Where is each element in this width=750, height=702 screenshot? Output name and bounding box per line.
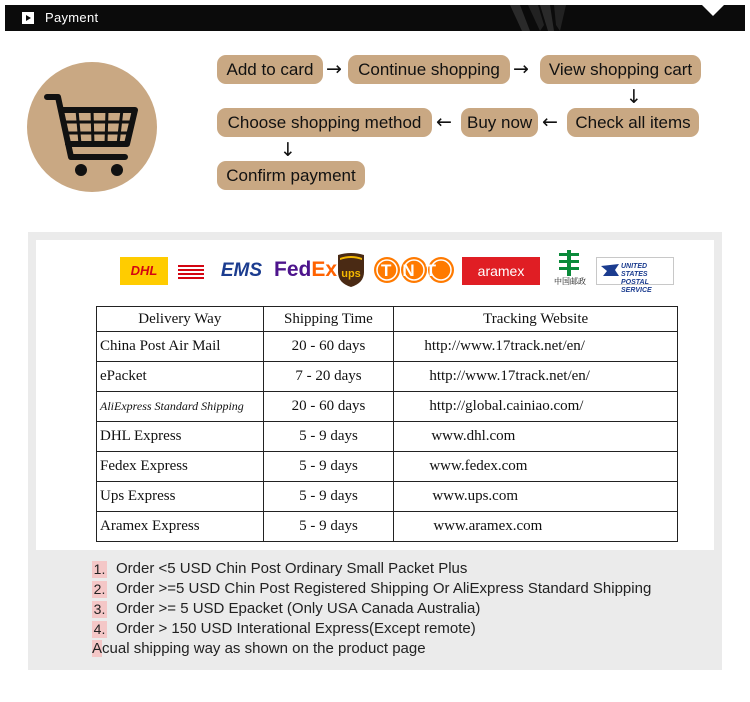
ups-text: ups — [341, 268, 361, 280]
note-text: Order >=5 USD Chin Post Registered Shipping Or AliExpress Standard Shipping — [116, 580, 652, 597]
dhl-logo: DHL — [120, 257, 168, 285]
list-item — [92, 559, 651, 579]
shipping-notes — [92, 559, 651, 659]
note-text: Order <5 USD Chin Post Ordinary Small Packet Plus — [116, 560, 468, 577]
arrow-left-icon: ← — [436, 111, 452, 133]
ems-text: EMS — [220, 260, 262, 281]
arrow-left-icon: ← — [542, 111, 558, 133]
step-add-to-card: Add to card — [217, 55, 323, 84]
step-choose-shopping-method: Choose shopping method — [217, 108, 432, 137]
column-header: Shipping Time — [263, 307, 394, 332]
arrow-down-icon: ↓ — [280, 139, 296, 161]
delivery-way-cell: China Post Air Mail — [97, 332, 264, 362]
usps-eagle-icon — [599, 258, 621, 284]
w-watermark-icon — [510, 5, 566, 31]
note-number: 1. — [93, 560, 106, 577]
delivery-way-cell: Fedex Express — [97, 452, 264, 482]
final-note — [92, 639, 651, 659]
section-title: Payment — [45, 10, 99, 25]
fedex-logo — [274, 255, 336, 285]
table-row — [97, 512, 678, 542]
table-row — [97, 422, 678, 452]
tracking-website-cell: www.aramex.com — [394, 512, 678, 542]
delivery-way-cell: Ups Express — [97, 482, 264, 512]
step-view-shopping-cart: View shopping cart — [540, 55, 701, 84]
step-buy-now: Buy now — [461, 108, 538, 137]
column-header: Tracking Website — [394, 307, 678, 332]
step-continue-shopping: Continue shopping — [348, 55, 510, 84]
tracking-website-cell: http://www.17track.net/en/ — [394, 362, 678, 392]
note-number: 4. — [93, 620, 106, 637]
ems-logo — [178, 257, 262, 285]
column-header: Delivery Way — [97, 307, 264, 332]
tracking-website-cell: www.ups.com — [394, 482, 678, 512]
tracking-website-cell: http://global.cainiao.com/ — [394, 392, 678, 422]
delivery-way-cell: DHL Express — [97, 422, 264, 452]
ups-logo — [336, 252, 366, 288]
shipping-time-cell: 7 - 20 days — [263, 362, 394, 392]
table-row — [97, 362, 678, 392]
ems-stripes — [178, 265, 204, 279]
shipping-time-cell: 20 - 60 days — [263, 392, 394, 422]
shopping-cart-icon — [27, 62, 157, 192]
note-number: 2. — [93, 580, 106, 597]
delivery-way-cell: Aramex Express — [97, 512, 264, 542]
shipping-time-cell: 5 - 9 days — [263, 422, 394, 452]
table-row — [97, 392, 678, 422]
shopping-cart-badge — [27, 62, 157, 192]
usps-text: UNITED STATES POSTAL SERVICE — [621, 263, 652, 294]
arrow-down-icon: ↓ — [626, 86, 642, 108]
section-header — [5, 5, 745, 31]
tnt-text: TNT — [380, 261, 448, 280]
delivery-way-cell: ePacket — [97, 362, 264, 392]
step-check-all-items: Check all items — [567, 108, 699, 137]
aramex-logo: aramex — [462, 257, 540, 285]
tracking-website-cell: www.dhl.com — [394, 422, 678, 452]
shipping-time-cell: 5 - 9 days — [263, 452, 394, 482]
table-header-row — [97, 307, 678, 332]
note-text: Order >= 5 USD Epacket (Only USA Canada Australia) — [116, 600, 481, 617]
usps-logo — [596, 257, 674, 294]
list-item — [92, 619, 651, 639]
note-text: Order > 150 USD Interational Express(Except remote) — [116, 620, 476, 637]
arrow-right-icon: → — [513, 58, 529, 80]
list-item — [92, 599, 651, 619]
tnt-logo — [374, 255, 454, 285]
shipping-table-card — [36, 240, 714, 550]
note-text: cual shipping way as shown on the product page — [102, 640, 426, 657]
china-post-logo — [552, 250, 586, 288]
table-row — [97, 332, 678, 362]
delivery-way-cell: AliExpress Standard Shipping — [97, 392, 264, 422]
play-icon — [22, 12, 34, 24]
shipping-time-cell: 20 - 60 days — [263, 332, 394, 362]
shipping-time-cell: 5 - 9 days — [263, 512, 394, 542]
tracking-website-cell: http://www.17track.net/en/ — [394, 332, 678, 362]
china-post-icon — [552, 250, 586, 276]
step-confirm-payment: Confirm payment — [217, 161, 365, 190]
shipping-time-cell: 5 - 9 days — [263, 482, 394, 512]
shipping-table — [96, 306, 678, 542]
fedex-ex-text: Ex — [311, 258, 338, 281]
header-notch — [702, 5, 724, 16]
shipping-info-panel — [28, 232, 722, 670]
list-item — [92, 579, 651, 599]
arrow-right-icon: → — [326, 58, 342, 80]
china-post-text: 中国邮政 — [554, 277, 586, 286]
note-first-letter: A — [92, 640, 103, 657]
fedex-fed-text: Fed — [274, 258, 312, 281]
tracking-website-cell: www.fedex.com — [394, 452, 678, 482]
note-number: 3. — [93, 600, 106, 617]
table-row — [97, 482, 678, 512]
table-row — [97, 452, 678, 482]
